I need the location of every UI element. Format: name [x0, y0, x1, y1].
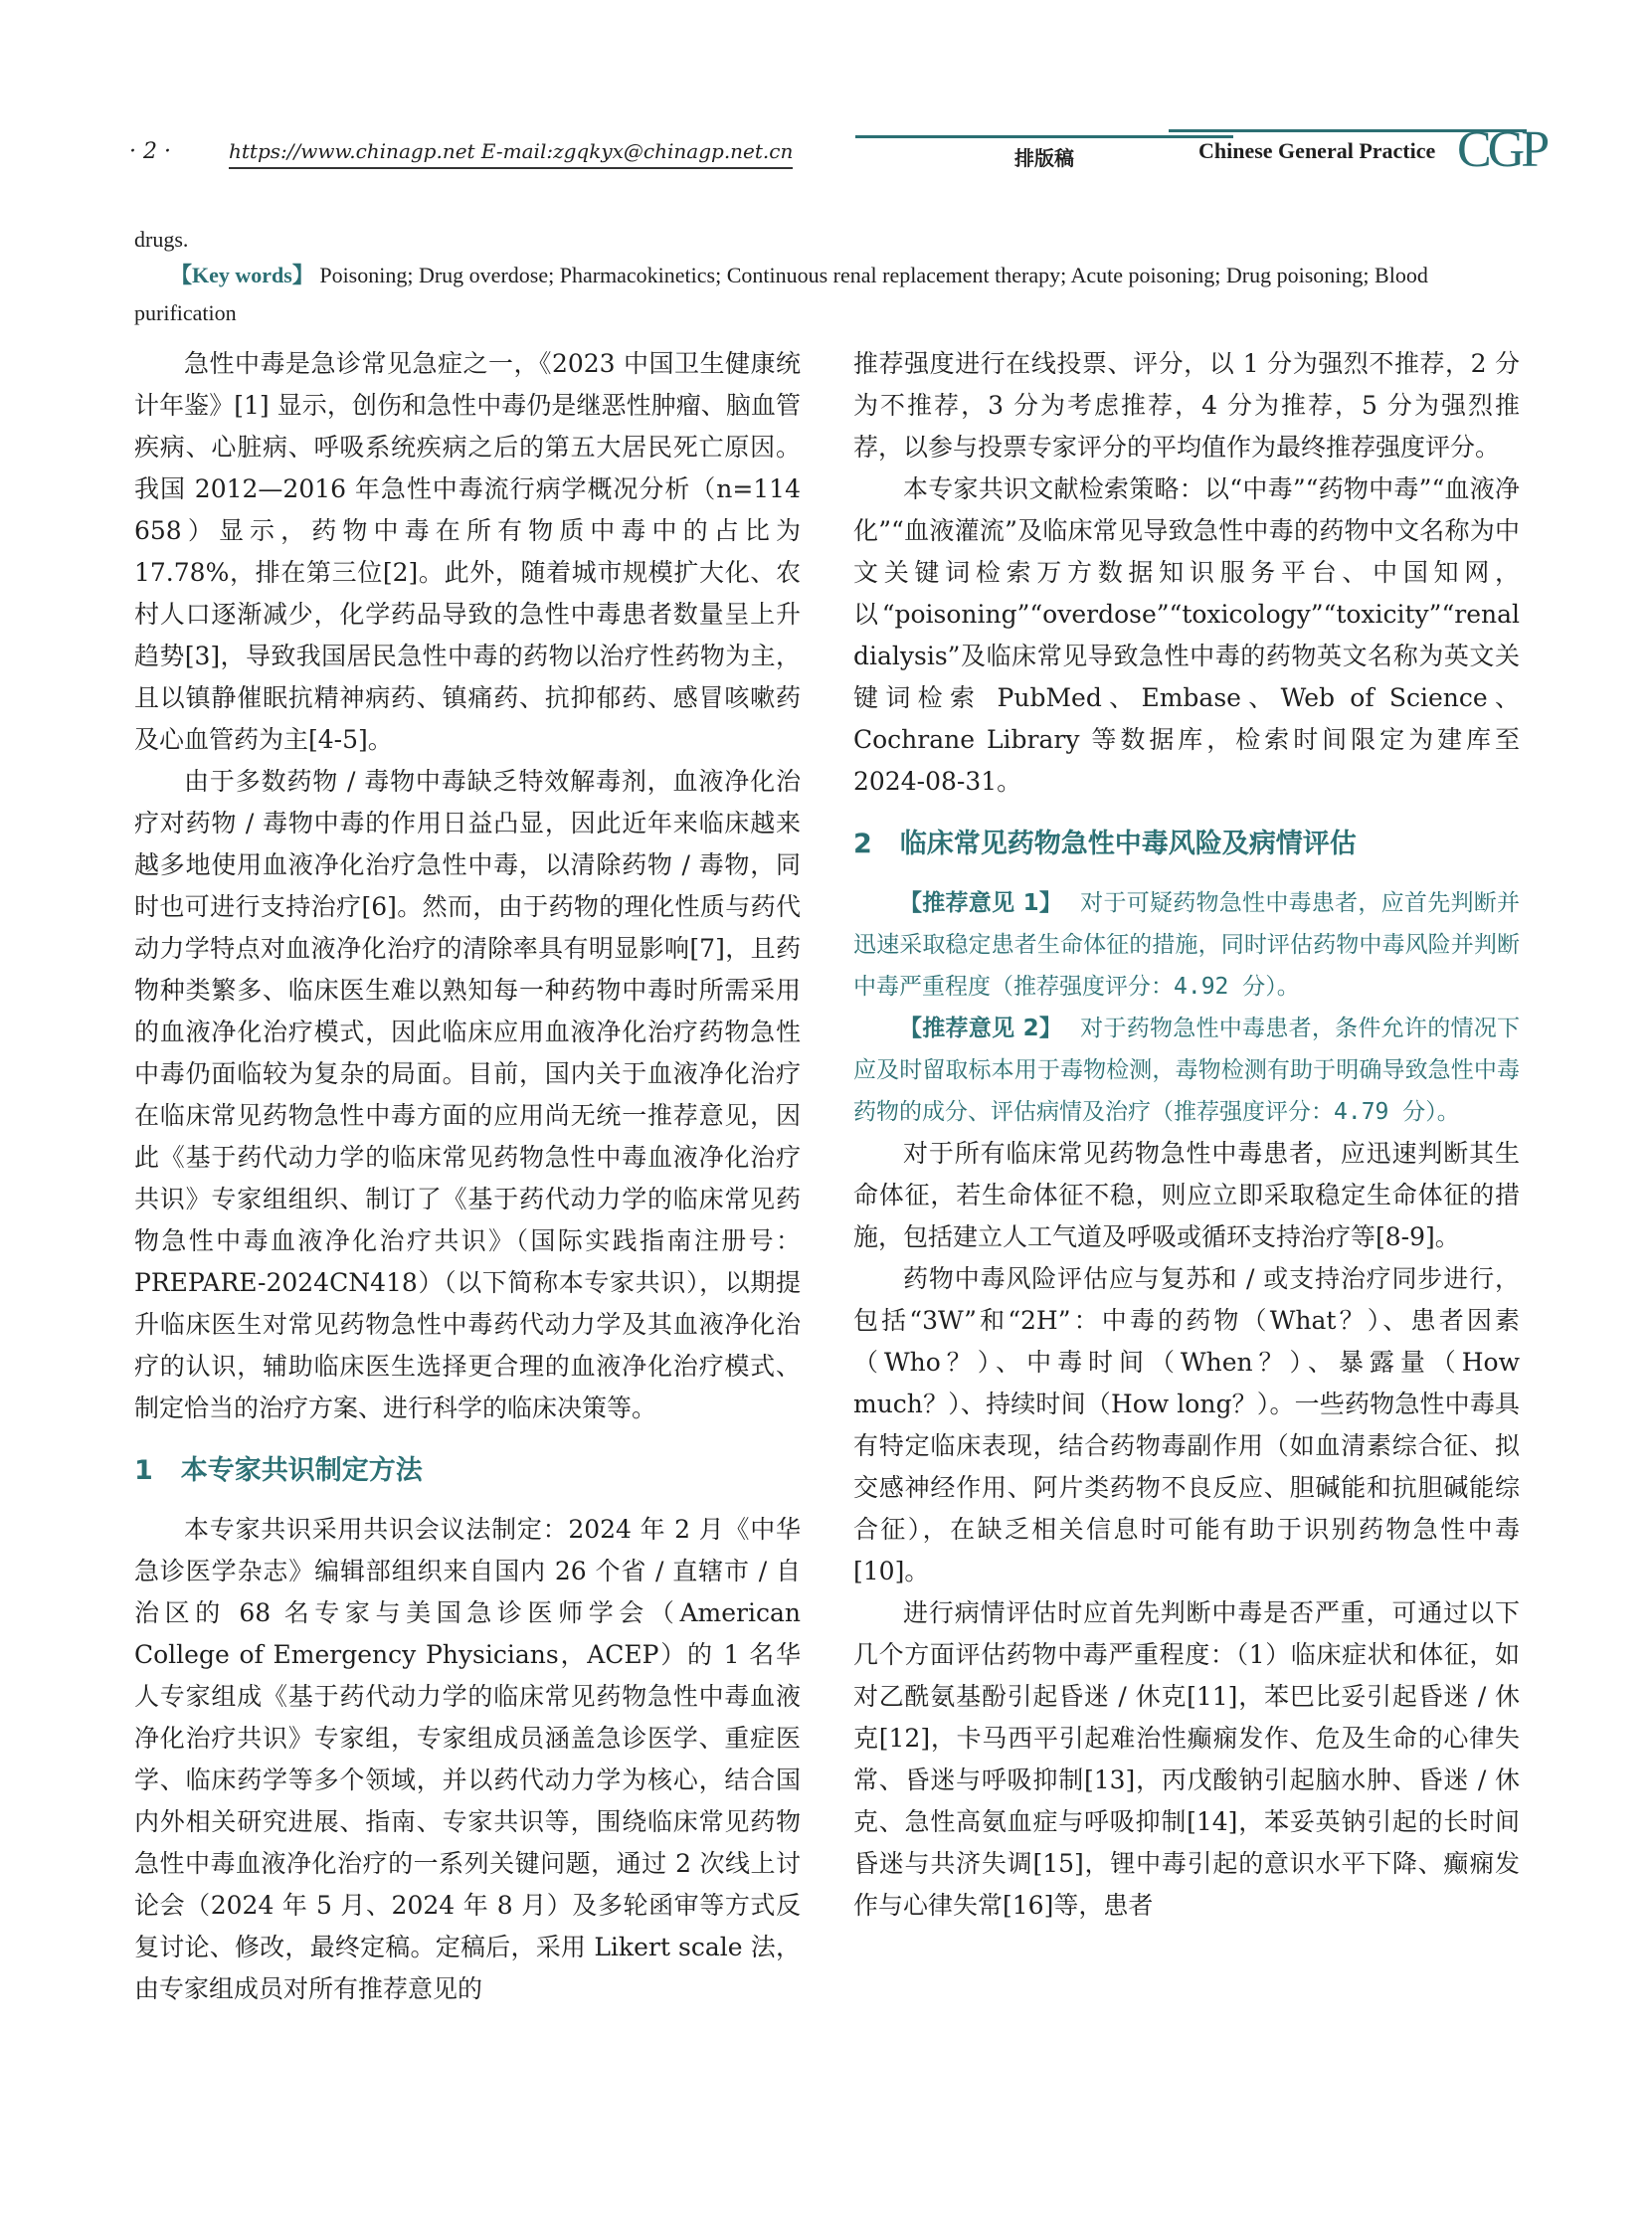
section-1-number: 1	[134, 1455, 153, 1486]
keywords-text: Poisoning; Drug overdose; Pharmacokinetics; Continuous renal replacement therapy; Acute poisoning; Drug poisoning; Blood purification	[134, 263, 1428, 325]
severity-assessment-paragraph: 进行病情评估时应首先判断中毒是否严重，可通过以下几个方面评估药物中毒严重程度：（1）临床症状和体征，如对乙酰氨基酚引起昏迷 / 休克[11]，苯巴比妥引起昏迷 / 休克[12]，卡马西平引起难治性癫痫发作、危及生命的心律失常、昏迷与呼吸抑制[13]，丙戊酸钠引起脑水肿、昏迷 / 休克、急性高氨血症与呼吸抑制[14]，苯妥英钠引起的长时间昏迷与共济失调[15]，锂中毒引起的意识水平下降、癫痫发作与心律失常[16]等，患者	[853, 1598, 1520, 1920]
cgp-logo-icon: CGP	[1457, 121, 1547, 178]
search-strategy-paragraph: 本专家共识文献检索策略：以“中毒”“药物中毒”“血液净化”“血液灌流”及临床常见导致急性中毒的药物中文名称为中文关键词检索万方数据知识服务平台、中国知网，以“poisoning”“overdose”“toxicology”“toxicity”“renal dialysis”及临床常见导致急性中毒的药物英文名称为英文关键词检索 PubMed、Embase、Web of Science、Cochrane Library 等数据库，检索时间限定为建库至 2024-08-31。	[853, 474, 1520, 796]
section-2-heading	[853, 825, 1520, 864]
left-column	[134, 343, 801, 2010]
recommendation-2-label: 【推荐意见 2】	[899, 1016, 1063, 1041]
method-paragraph: 本专家共识采用共识会议法制定：2024 年 2 月《中华急诊医学杂志》编辑部组织来自国内 26 个省 / 直辖市 / 自治区的 68 名专家与美国急诊医师学会（American College of Emergency Physicians，ACEP）的 1 名华人专家组成《基于药代动力学的临床常见药物急性中毒血液净化治疗共识》专家组，专家组成员涵盖急诊医学、重症医学、临床药学等多个领域，并以药代动力学为核心，结合国内外相关研究进展、指南、专家共识等，围绕临床常见药物急性中毒血液净化治疗的一系列关键问题，通过 2 次线上讨论会（2024 年 5 月、2024 年 8 月）及多轮函审等方式反复讨论、修改，最终定稿。定稿后，采用 Likert scale 法，由专家组成员对所有推荐意见的	[134, 1515, 801, 2003]
recommendation-1-text: 对于可疑药物急性中毒患者，应首先判断并迅速采取稳定患者生命体征的措施，同时评估药物中毒风险并判断中毒严重程度（推荐强度评分：4.92 分）。	[853, 890, 1521, 1000]
vital-signs-paragraph: 对于所有临床常见药物急性中毒患者，应迅速判断其生命体征，若生命体征不稳，则应立即采取稳定生命体征的措施，包括建立人工气道及呼吸或循环支持治疗等[8-9]。	[853, 1139, 1520, 1251]
page-number: · 2 ·	[129, 139, 171, 164]
right-column	[853, 343, 1520, 1927]
journal-banner	[1169, 121, 1547, 188]
journal-url-email[interactable]: https://www.chinagp.net E-mail:zgqkyx@chinagp.net.cn	[229, 139, 793, 169]
recommendation-1	[853, 882, 1520, 1008]
section-1-heading	[134, 1451, 801, 1491]
method-paragraph-cont: 推荐强度进行在线投票、评分，以 1 分为强烈不推荐，2 分为不推荐，3 分为考虑推荐，4 分为推荐，5 分为强烈推荐，以参与投票专家评分的平均值作为最终推荐强度评分。	[853, 349, 1520, 462]
page-header	[129, 121, 1547, 187]
recommendation-2	[853, 1008, 1520, 1133]
intro-paragraph-2: 由于多数药物 / 毒物中毒缺乏特效解毒剂，血液净化治疗对药物 / 毒物中毒的作用日益凸显，因此近年来临床越来越多地使用血液净化治疗急性中毒，以清除药物 / 毒物，同时也可进行支持治疗[6]。然而，由于药物的理化性质与药代动力学特点对血液净化治疗的清除率具有明显影响[7]，且药物种类繁多、临床医生难以熟知每一种药物中毒时所需采用的血液净化治疗模式，因此临床应用血液净化治疗药物急性中毒仍面临较为复杂的局面。目前，国内关于血液净化治疗在临床常见药物急性中毒方面的应用尚无统一推荐意见，因此《基于药代动力学的临床常见药物急性中毒血液净化治疗共识》专家组组织、制订了《基于药代动力学的临床常见药物急性中毒血液净化治疗共识》（国际实践指南注册号：PREPARE-2024CN418）（以下简称本专家共识），以期提升临床医生对常见药物急性中毒药代动力学及其血液净化治疗的认识，辅助临床医生选择更合理的血液净化治疗模式、制定恰当的治疗方案、进行科学的临床决策等。	[134, 767, 801, 1422]
section-2-number: 2	[853, 829, 872, 859]
journal-name: Chinese General Practice	[1198, 138, 1436, 163]
section-1-title: 本专家共识制定方法	[180, 1455, 423, 1486]
recommendation-2-text: 对于药物急性中毒患者，条件允许的情况下应及时留取标本用于毒物检测，毒物检测有助于明确导致急性中毒药物的成分、评估病情及治疗（推荐强度评分：4.79 分）。	[853, 1016, 1521, 1125]
recommendation-1-label: 【推荐意见 1】	[899, 890, 1063, 916]
typeset-label: 排版稿	[855, 135, 1233, 179]
risk-assessment-paragraph: 药物中毒风险评估应与复苏和 / 或支持治疗同步进行，包括“3W”和“2H”：中毒的药物（What？）、患者因素（Who？）、中毒时间（When？）、暴露量（How much？）、持续时间（How long？）。一些药物急性中毒具有特定临床表现，结合药物毒副作用（如血清素综合征、拟交感神经作用、阿片类药物不良反应、胆碱能和抗胆碱能综合征），在缺乏相关信息时可能有助于识别药物急性中毒[10]。	[853, 1264, 1520, 1585]
intro-paragraph-1: 急性中毒是急诊常见急症之一，《2023 中国卫生健康统计年鉴》[1] 显示，创伤和急性中毒仍是继恶性肿瘤、脑血管疾病、心脏病、呼吸系统疾病之后的第五大居民死亡原因。我国 2012—2016 年急性中毒流行病学概况分析（n=114 658）显示，药物中毒在所有物质中毒中的占比为 17.78%，排在第三位[2]。此外，随着城市规模扩大化、农村人口逐渐减少，化学药品导致的急性中毒患者数量呈上升趋势[3]，导致我国居民急性中毒的药物以治疗性药物为主，且以镇静催眠抗精神病药、镇痛药、抗抑郁药、感冒咳嗽药及心血管药为主[4-5]。	[134, 349, 801, 754]
keywords-block	[134, 257, 1517, 332]
keywords-label: 【Key words】	[170, 263, 314, 287]
section-2-title: 临床常见药物急性中毒风险及病情评估	[899, 829, 1357, 859]
abstract-drugs-line: drugs.	[134, 227, 189, 252]
